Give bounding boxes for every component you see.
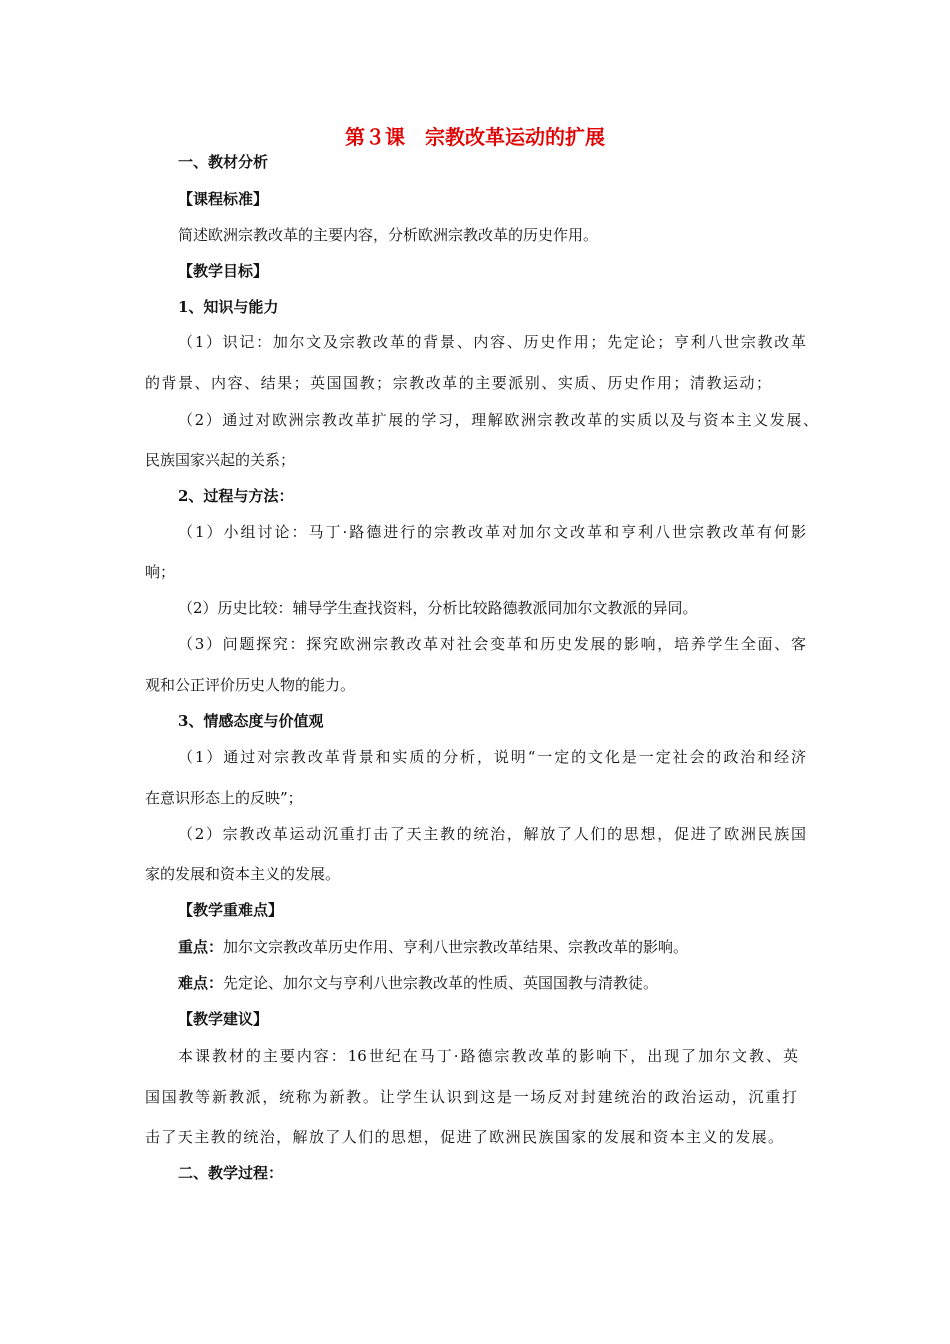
emotion-item1-line2: 在意识形态上的反映”； [145,789,303,807]
difficult-point-text: 先定论、加尔文与亨利八世宗教改革的性质、英国国教与清教徒。 [223,974,659,992]
key-point-label: 重点： [178,938,224,956]
emotion-values-heading: 3、情感态度与价值观 [178,712,324,730]
key-point-text: 加尔文宗教改革历史作用、亨利八世宗教改革结果、宗教改革的影响。 [223,938,689,956]
process-item3-line2: 观和公正评价历史人物的能力。 [145,676,356,694]
process-item1-line2: 响； [145,563,176,581]
teaching-goals-heading: 【教学目标】 [178,262,269,280]
suggestions-line3: 击了天主教的统治，解放了人们的思想，促进了欧洲民族国家的发展和资本主义的发展。 [145,1128,783,1146]
difficult-point-row [178,973,658,993]
emotion-item1-line1: （1）通过对宗教改革背景和实质的分析，说明“一定的文化是一定社会的政治和经济 [178,748,806,766]
suggestions-line2: 国国教等新教派，统称为新教。让学生认识到这是一场反对封建统治的政治运动，沉重打 [145,1088,797,1106]
teaching-suggestions-heading: 【教学建议】 [178,1010,269,1028]
emotion-item2-line1: （2）宗教改革运动沉重打击了天主教的统治，解放了人们的思想，促进了欧洲民族国 [178,825,806,843]
section-heading-teaching-process: 二、教学过程： [178,1164,284,1182]
section-heading-textbook-analysis: 一、教材分析 [178,153,269,171]
suggestions-line1: 本课教材的主要内容：16世纪在马丁·路德宗教改革的影响下，出现了加尔文教、英 [178,1047,798,1065]
process-method-heading: 2、过程与方法： [178,487,294,505]
knowledge-ability-heading: 1、知识与能力 [178,298,279,316]
knowledge-item2-line2: 民族国家兴起的关系； [145,451,296,469]
process-item2: （2）历史比较：辅导学生查找资料，分析比较路德教派同加尔文教派的异同。 [178,599,698,617]
process-item1-line1: （1）小组讨论：马丁·路德进行的宗教改革对加尔文改革和亨利八世宗教改革有何影 [178,523,806,541]
key-point-row [178,937,688,957]
knowledge-item2-line1: （2）通过对欧洲宗教改革扩展的学习，理解欧洲宗教改革的实质以及与资本主义发展、 [178,411,818,429]
process-item3-line1: （3）问题探究：探究欧洲宗教改革对社会变革和历史发展的影响，培养学生全面、客 [178,635,806,653]
key-points-heading: 【教学重难点】 [178,901,284,919]
knowledge-item1-line2: 的背景、内容、结果；英国国教；宗教改革的主要派别、实质、历史作用；清教运动； [145,374,771,392]
knowledge-item1-line1: （1）识记：加尔文及宗教改革的背景、内容、历史作用；先定论；亨利八世宗教改革 [178,333,806,351]
curriculum-standard-heading: 【课程标准】 [178,190,269,208]
curriculum-standard-text: 简述欧洲宗教改革的主要内容，分析欧洲宗教改革的历史作用。 [178,226,599,244]
page-title: 第３课 宗教改革运动的扩展 [345,125,605,149]
emotion-item2-line2: 家的发展和资本主义的发展。 [145,865,341,883]
difficult-point-label: 难点： [178,974,224,992]
